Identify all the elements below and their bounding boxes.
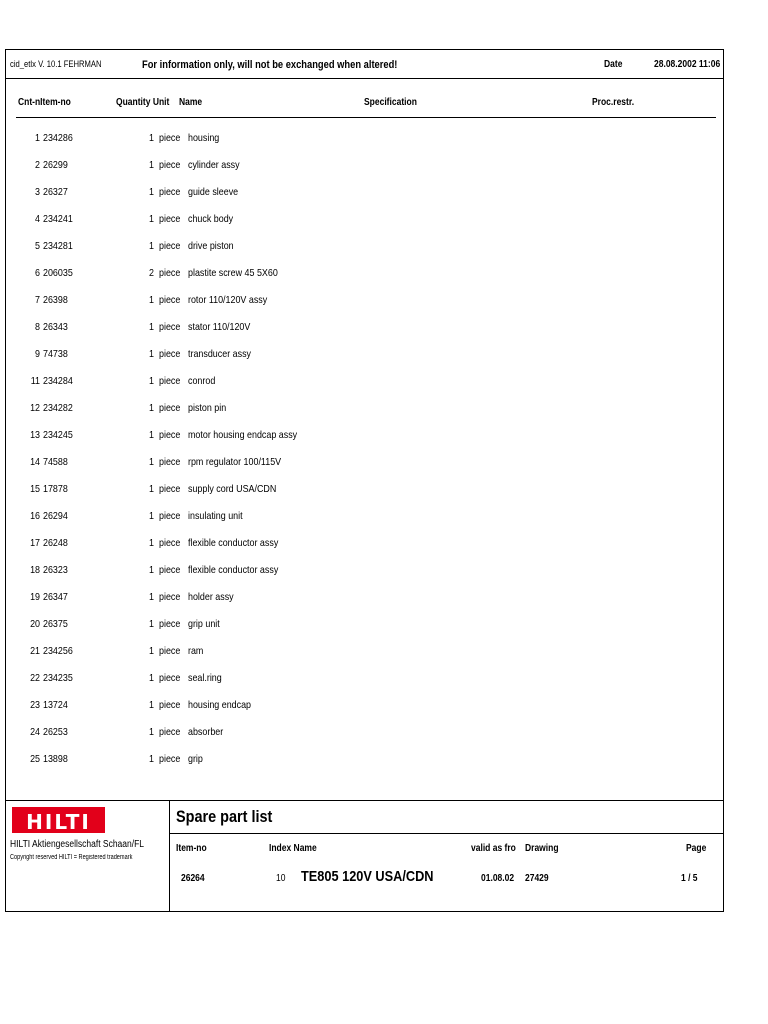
row-item-no: 26343	[43, 321, 68, 333]
index-name-label: Index Name	[269, 843, 317, 854]
row-count: 24	[30, 726, 40, 738]
row-count: 5	[35, 240, 40, 252]
row-unit: piece	[159, 699, 181, 711]
row-name: ram	[188, 645, 204, 657]
row-count: 18	[30, 564, 40, 576]
row-count: 14	[30, 456, 40, 468]
row-quantity: 1	[149, 753, 154, 765]
row-count: 25	[30, 753, 40, 765]
row-name: plastite screw 45 5X60	[188, 267, 278, 279]
row-item-no: 26323	[43, 564, 68, 576]
page-value: 1 / 5	[681, 873, 698, 884]
row-quantity: 1	[149, 483, 154, 495]
row-name: guide sleeve	[188, 186, 239, 198]
column-header-specification: Specification	[364, 97, 417, 108]
row-name: grip unit	[188, 618, 220, 630]
row-quantity: 1	[149, 186, 154, 198]
row-quantity: 1	[149, 132, 154, 144]
row-item-no: 234245	[43, 429, 73, 441]
product-name-value: TE805 120V USA/CDN	[301, 868, 434, 885]
row-name: piston pin	[188, 402, 227, 414]
table-row	[6, 373, 723, 400]
row-quantity: 1	[149, 726, 154, 738]
row-count: 19	[30, 591, 40, 603]
row-item-no: 234241	[43, 213, 73, 225]
row-quantity: 1	[149, 618, 154, 630]
row-unit: piece	[159, 753, 181, 765]
row-count: 6	[35, 267, 40, 279]
row-item-no: 206035	[43, 267, 73, 279]
row-count: 9	[35, 348, 40, 360]
row-item-no: 26327	[43, 186, 68, 198]
row-item-no: 234256	[43, 645, 73, 657]
row-item-no: 26299	[43, 159, 68, 171]
row-unit: piece	[159, 213, 181, 225]
table-row	[6, 292, 723, 319]
row-name: drive piston	[188, 240, 234, 252]
row-item-no: 74588	[43, 456, 68, 468]
row-name: insulating unit	[188, 510, 243, 522]
row-name: seal.ring	[188, 672, 222, 684]
row-quantity: 1	[149, 240, 154, 252]
row-count: 23	[30, 699, 40, 711]
row-count: 21	[30, 645, 40, 657]
hilti-logo	[12, 807, 105, 833]
row-item-no: 26248	[43, 537, 68, 549]
table-row	[6, 589, 723, 616]
row-unit: piece	[159, 591, 181, 603]
date-label: Date	[604, 59, 623, 70]
table-row	[6, 184, 723, 211]
row-name: flexible conductor assy	[188, 564, 279, 576]
table-row	[6, 130, 723, 157]
row-unit: piece	[159, 564, 181, 576]
row-unit: piece	[159, 348, 181, 360]
item-no-value: 26264	[181, 873, 205, 884]
row-quantity: 1	[149, 672, 154, 684]
row-unit: piece	[159, 429, 181, 441]
row-count: 1	[35, 132, 40, 144]
column-header-proc-restr: Proc.restr.	[592, 97, 635, 108]
row-unit: piece	[159, 672, 181, 684]
row-quantity: 1	[149, 159, 154, 171]
row-quantity: 1	[149, 699, 154, 711]
row-item-no: 234281	[43, 240, 73, 252]
row-count: 15	[30, 483, 40, 495]
table-row	[6, 616, 723, 643]
document-title: Spare part list	[176, 807, 273, 826]
row-quantity: 1	[149, 213, 154, 225]
row-quantity: 1	[149, 294, 154, 306]
row-quantity: 1	[149, 456, 154, 468]
valid-as-from-label: valid as fro	[471, 843, 516, 854]
row-name: flexible conductor assy	[188, 537, 279, 549]
drawing-value: 27429	[525, 873, 549, 884]
row-unit: piece	[159, 456, 181, 468]
row-unit: piece	[159, 132, 181, 144]
row-unit: piece	[159, 186, 181, 198]
row-count: 20	[30, 618, 40, 630]
copyright-note: Copyright reserved HILTI = Registered trademark	[10, 854, 133, 861]
table-row	[6, 238, 723, 265]
row-quantity: 1	[149, 591, 154, 603]
row-name: conrod	[188, 375, 216, 387]
top-info-bar	[6, 50, 723, 79]
row-quantity: 1	[149, 348, 154, 360]
row-unit: piece	[159, 537, 181, 549]
row-item-no: 234235	[43, 672, 73, 684]
row-count: 17	[30, 537, 40, 549]
index-value: 10	[276, 873, 286, 884]
row-unit: piece	[159, 402, 181, 414]
row-item-no: 234282	[43, 402, 73, 414]
row-item-no: 26347	[43, 591, 68, 603]
column-header-cnt-item: Cnt-nItem-no	[18, 97, 71, 108]
row-count: 22	[30, 672, 40, 684]
row-quantity: 1	[149, 321, 154, 333]
row-unit: piece	[159, 267, 181, 279]
row-quantity: 1	[149, 429, 154, 441]
title-block-divider-vertical	[169, 801, 170, 912]
table-row	[6, 427, 723, 454]
table-row	[6, 481, 723, 508]
version-text: cid_etlx V. 10.1 FEHRMAN	[10, 59, 102, 69]
table-row	[6, 346, 723, 373]
row-name: absorber	[188, 726, 224, 738]
table-row	[6, 265, 723, 292]
table-row	[6, 751, 723, 778]
row-item-no: 234284	[43, 375, 73, 387]
column-header-quantity-unit: Quantity Unit	[116, 97, 170, 108]
row-quantity: 1	[149, 645, 154, 657]
title-block	[6, 800, 723, 912]
row-item-no: 13898	[43, 753, 68, 765]
row-unit: piece	[159, 483, 181, 495]
row-item-no: 26398	[43, 294, 68, 306]
table-row	[6, 697, 723, 724]
row-item-no: 17878	[43, 483, 68, 495]
title-block-divider-horizontal	[169, 833, 723, 834]
row-quantity: 1	[149, 375, 154, 387]
row-name: stator 110/120V	[188, 321, 251, 333]
row-count: 16	[30, 510, 40, 522]
row-name: rpm regulator 100/115V	[188, 456, 282, 468]
row-count: 13	[30, 429, 40, 441]
table-row	[6, 670, 723, 697]
row-quantity: 1	[149, 537, 154, 549]
valid-as-from-value: 01.08.02	[481, 873, 515, 884]
row-item-no: 26253	[43, 726, 68, 738]
table-row	[6, 454, 723, 481]
item-no-label: Item-no	[176, 843, 207, 854]
row-unit: piece	[159, 510, 181, 522]
row-count: 8	[35, 321, 40, 333]
header-divider	[16, 117, 716, 118]
row-item-no: 74738	[43, 348, 68, 360]
row-name: chuck body	[188, 213, 234, 225]
row-quantity: 1	[149, 510, 154, 522]
row-count: 4	[35, 213, 40, 225]
row-name: transducer assy	[188, 348, 252, 360]
spare-part-list-sheet	[5, 49, 724, 912]
row-name: housing	[188, 132, 220, 144]
page-label: Page	[686, 843, 707, 854]
date-value: 28.08.2002 11:06	[654, 59, 721, 70]
table-row	[6, 319, 723, 346]
table-row	[6, 643, 723, 670]
company-name: HILTI Aktiengesellschaft Schaan/FL	[10, 839, 145, 850]
table-row	[6, 157, 723, 184]
table-row	[6, 400, 723, 427]
row-unit: piece	[159, 321, 181, 333]
table-row	[6, 562, 723, 589]
row-quantity: 1	[149, 564, 154, 576]
row-item-no: 13724	[43, 699, 68, 711]
row-name: motor housing endcap assy	[188, 429, 298, 441]
row-unit: piece	[159, 159, 181, 171]
row-count: 11	[30, 375, 40, 387]
row-count: 12	[30, 402, 40, 414]
row-quantity: 2	[149, 267, 154, 279]
row-count: 2	[35, 159, 40, 171]
row-unit: piece	[159, 618, 181, 630]
row-name: holder assy	[188, 591, 234, 603]
parts-table-body	[6, 130, 723, 778]
row-unit: piece	[159, 375, 181, 387]
row-name: cylinder assy	[188, 159, 240, 171]
row-unit: piece	[159, 294, 181, 306]
row-unit: piece	[159, 726, 181, 738]
logo-text: HILTI	[26, 810, 91, 834]
table-row	[6, 724, 723, 751]
row-unit: piece	[159, 240, 181, 252]
row-unit: piece	[159, 645, 181, 657]
row-quantity: 1	[149, 402, 154, 414]
drawing-label: Drawing	[525, 843, 559, 854]
row-item-no: 26375	[43, 618, 68, 630]
row-count: 7	[35, 294, 40, 306]
table-row	[6, 211, 723, 238]
row-count: 3	[35, 186, 40, 198]
table-row	[6, 535, 723, 562]
column-header-name: Name	[179, 97, 203, 108]
information-notice: For information only, will not be exchanged when altered!	[142, 59, 398, 71]
row-name: rotor 110/120V assy	[188, 294, 268, 306]
row-name: housing endcap	[188, 699, 252, 711]
table-row	[6, 508, 723, 535]
row-name: grip	[188, 753, 203, 765]
row-name: supply cord USA/CDN	[188, 483, 277, 495]
row-item-no: 234286	[43, 132, 73, 144]
row-item-no: 26294	[43, 510, 68, 522]
